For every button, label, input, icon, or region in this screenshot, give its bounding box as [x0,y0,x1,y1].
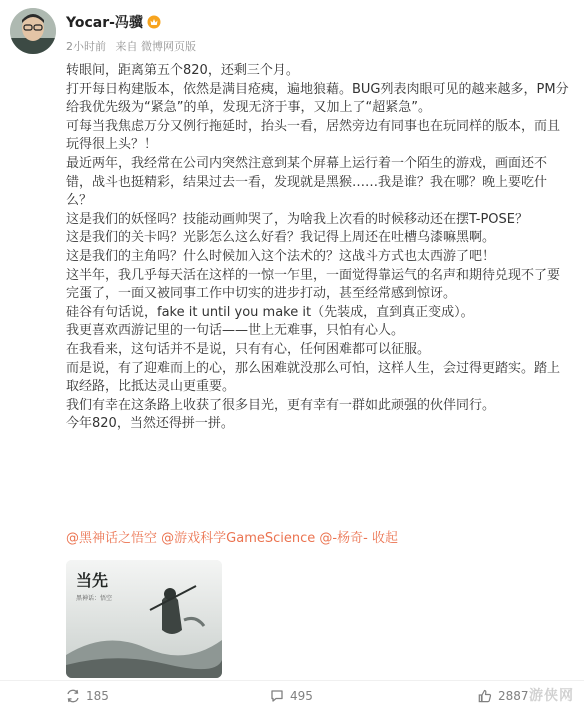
post-paragraph: 可每当我焦虑万分又例行拖延时，抬头一看，居然旁边有同事也在玩同样的版本，而且玩得很上头？！ [66,118,561,153]
mention-link[interactable]: @黑神话之悟空 [66,531,158,546]
vip-badge-icon [147,15,161,29]
repost-icon [66,689,80,703]
post-paragraph: 这是我们的妖怪吗？技能动画帅哭了，为啥我上次看的时候移动还在摆T-POSE？ [66,211,528,227]
post-paragraph: 这是我们的主角吗？什么时候加入这个法术的？这战斗方式也太西游了吧！ [66,248,496,264]
repost-button[interactable] [66,689,109,703]
post-time[interactable]: 2小时前 [66,40,106,53]
post-paragraph: 在我看来，这句话并不是说，只有有心，任何困难都可以征服。 [66,341,431,357]
post-paragraph: 打开每日构建版本，依然是满目疮痍，遍地狼藉。BUG列表肉眼可见的越来越多，PM分给我优先级为“紧急”的单，发现无济于事，又加上了“超紧急”。 [66,81,569,116]
mentions [66,530,398,548]
post-paragraph: 最近两年，我经常在公司内突然注意到某个屏幕上运行着一个陌生的游戏，画面还不错，战斗也挺精彩，结果过去一看，发现就是黑猴……我是谁？我在哪？晚上要吃什么？ [66,155,548,209]
post-paragraph: 我们有幸在这条路上收获了很多目光，更有幸有一群如此顽强的伙伴同行。 [66,397,496,413]
like-count: 2887 [498,689,529,703]
mention-link[interactable]: @-杨奇- [319,531,368,546]
post-paragraph: 我更喜欢西游记里的一句话——世上无难事，只怕有心人。 [66,323,405,339]
game-poster-image [66,560,222,678]
action-bar [0,680,584,712]
poster-caption: 黑神话：悟空 [76,595,113,602]
post-image[interactable] [66,560,222,678]
poster-title: 当先 [76,571,109,590]
post-paragraph: 而是说，有了迎难而上的心，那么困难就没那么可怕，这样人生，会过得更踏实。踏上取经路，比抵达灵山更重要。 [66,360,561,395]
avatar[interactable] [10,8,56,54]
post-source: 来自 微博网页版 [115,40,196,53]
post-paragraph: 这半年，我几乎每天活在这样的一惊一乍里，一面觉得靠运气的名声和期待兑现不了要完蛋了，一面又被同事工作中切实的进步打动，甚至经常感到惊讶。 [66,267,561,302]
post-content [66,62,572,434]
username-text: Yocar-冯骥 [66,15,143,31]
post-paragraph: 硅谷有句话说，fake it until you make it（先装成，直到真正变成）。 [66,304,474,320]
avatar-image [10,8,56,54]
post-paragraph: 今年820，当然还得拼一拼。 [66,416,234,432]
like-button[interactable] [478,689,529,703]
username[interactable] [66,12,161,32]
post-paragraph: 这是我们的关卡吗？光影怎么这么好看？我记得上周还在吐槽乌漆嘛黑啊。 [66,230,496,246]
post-paragraph: 转眼间，距离第五个820，还剩三个月。 [66,63,299,78]
comment-button[interactable] [270,689,313,703]
post-meta [66,38,202,54]
comment-icon [270,689,284,703]
collapse-link[interactable]: 收起 [371,531,398,546]
repost-count: 185 [86,689,109,703]
thumbs-up-icon [478,689,492,703]
comment-count: 495 [290,689,313,703]
mention-link[interactable]: @游戏科学GameScience [161,531,316,546]
watermark-logo: 游侠网 [529,688,574,704]
